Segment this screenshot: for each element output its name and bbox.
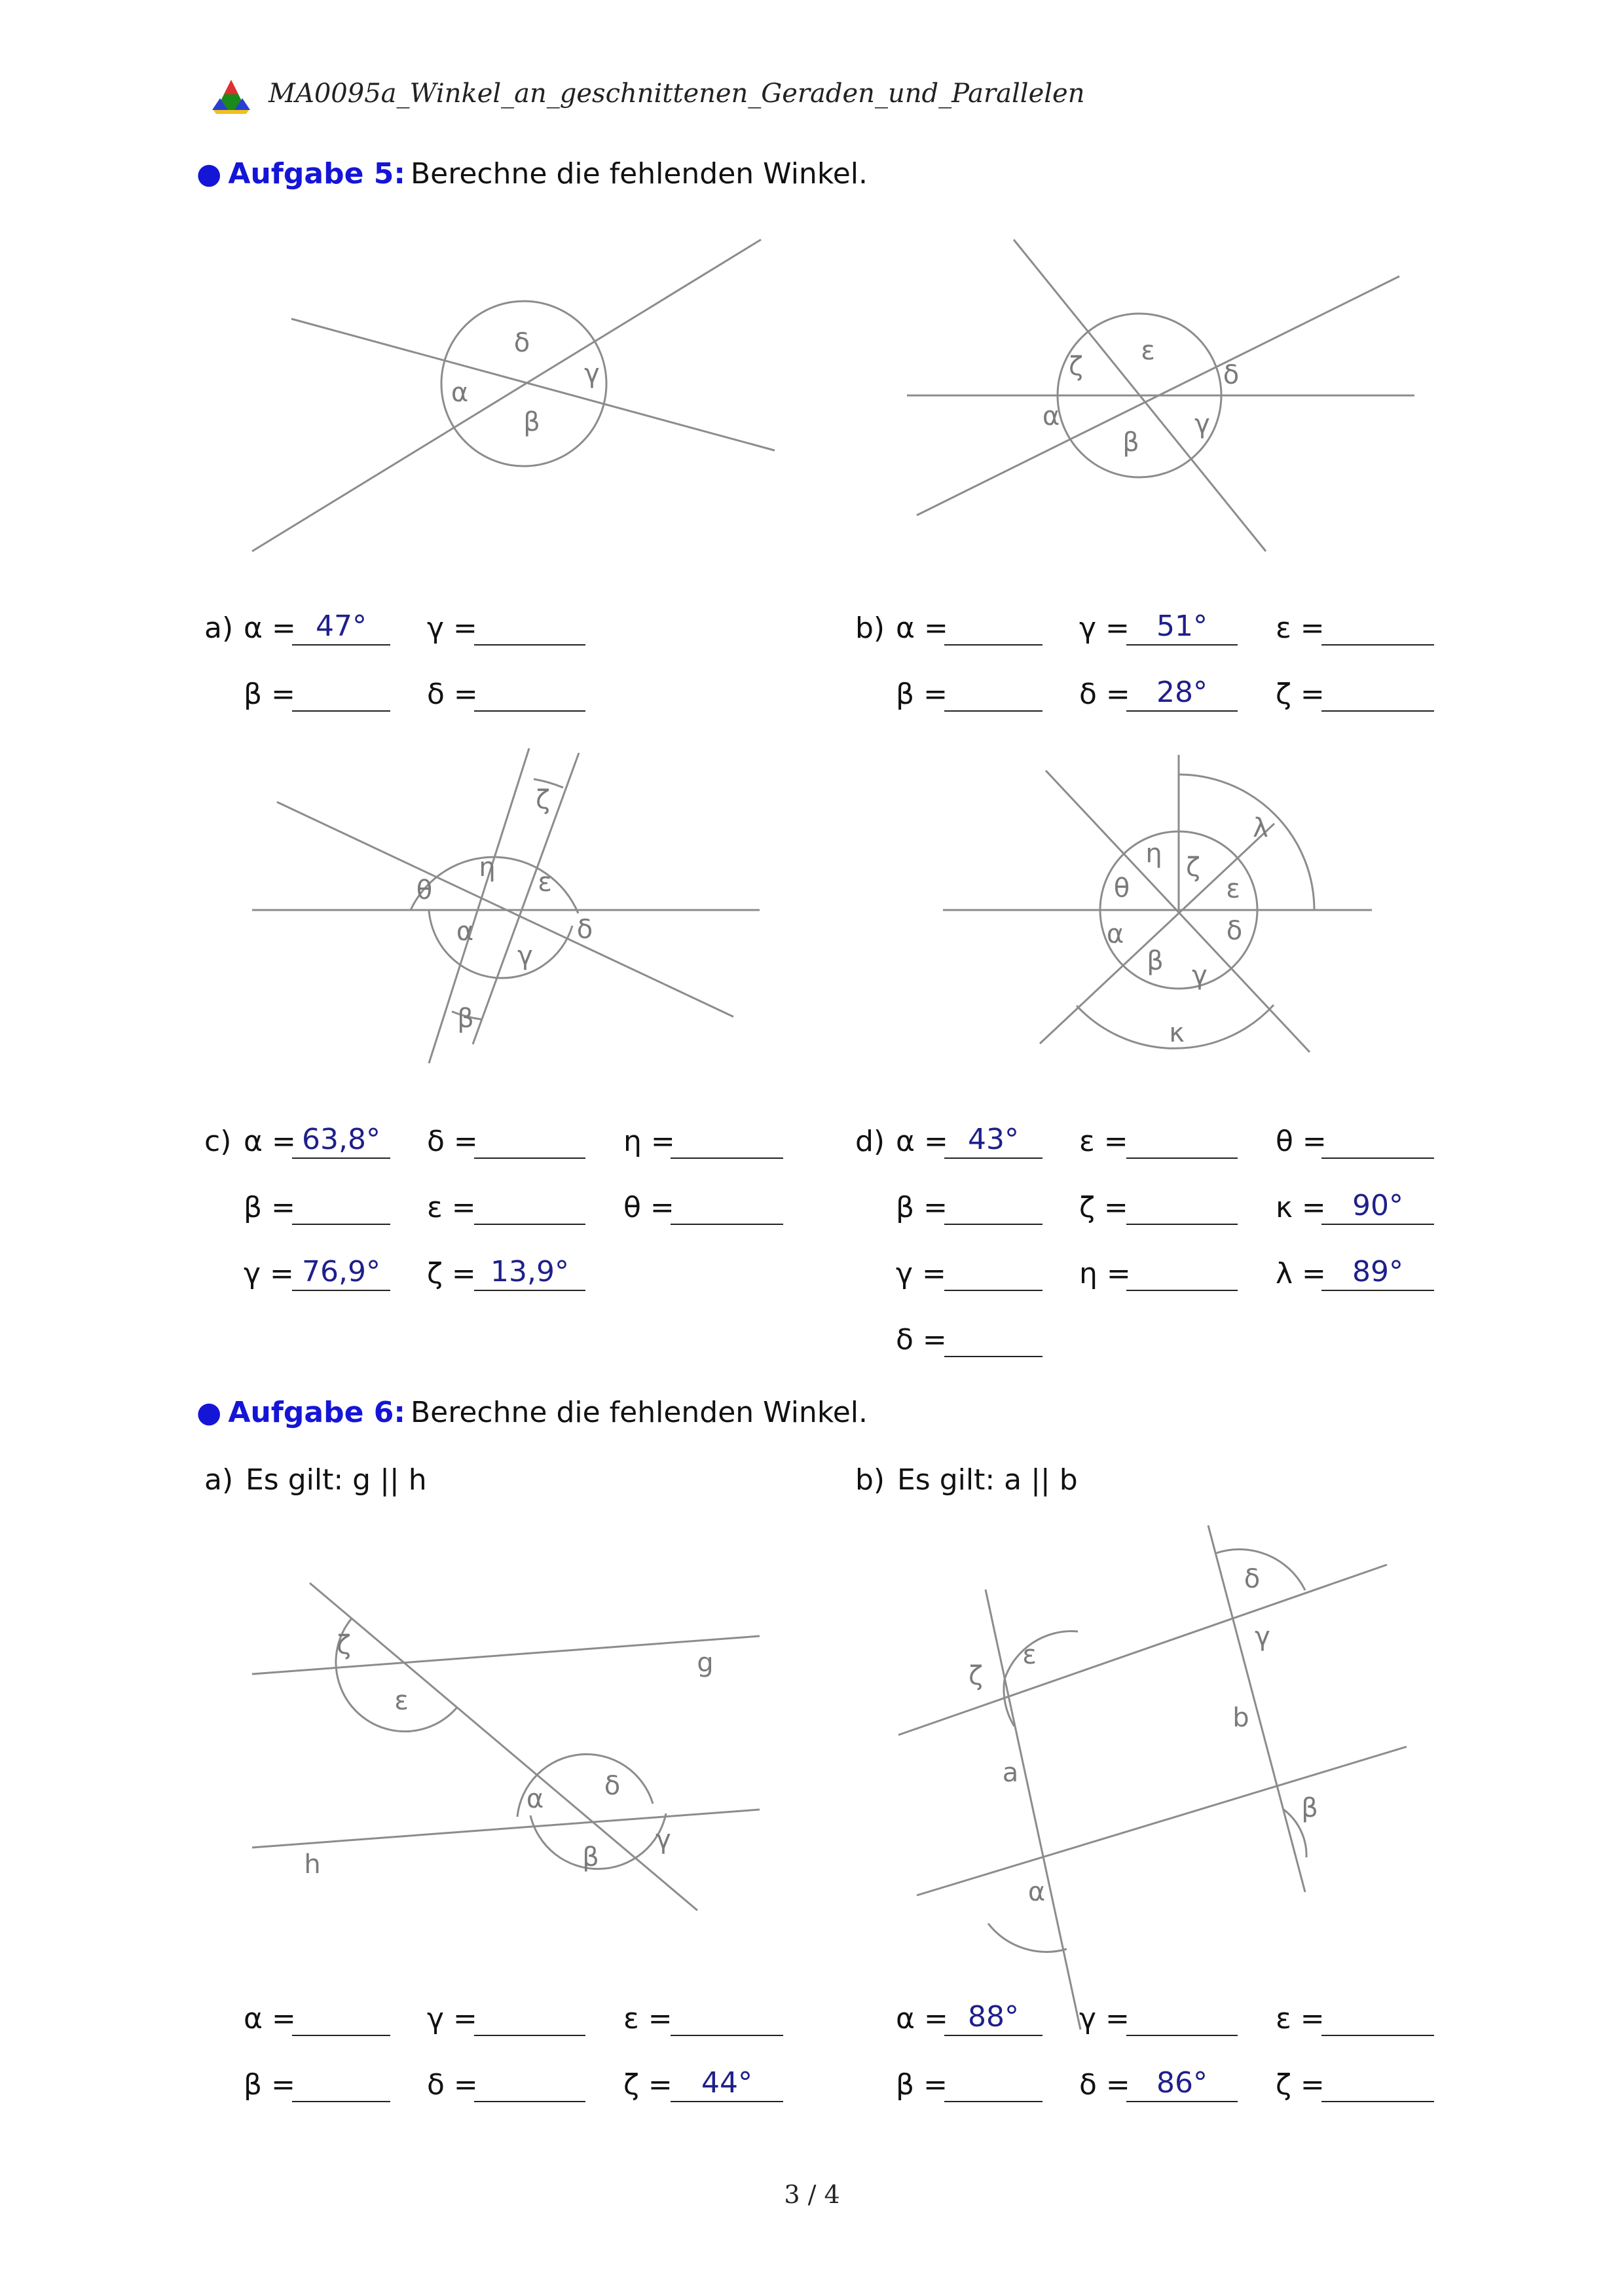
answer-6a-beta (244, 2067, 394, 2104)
fig5d-label-beta: β (1147, 946, 1164, 976)
answer-5c-gamma-label: γ = (244, 1257, 294, 1290)
header-title: MA0095a_Winkel_an_geschnittenen_Geraden_und_Parallelen (268, 79, 1085, 109)
answer-5d-eta-label: η = (1079, 1257, 1131, 1290)
fig6b-line-b (917, 1747, 1407, 1895)
answer-5b-gamma-label: γ = (1079, 611, 1130, 645)
answer-5c-alpha-field[interactable]: 63,8° (292, 1123, 390, 1159)
answer-5b-epsilon-label: ε = (1276, 611, 1325, 645)
fig5c-label-epsilon: ε (538, 867, 552, 898)
answer-6b-beta-label: β = (896, 2068, 948, 2102)
fig5a-label-beta: β (523, 407, 540, 437)
answer-6b-gamma-field[interactable] (1126, 2001, 1238, 2036)
answer-6b-beta (896, 2067, 1046, 2104)
answer-6b-zeta (1276, 2067, 1439, 2104)
fig5d-label-epsilon: ε (1226, 874, 1240, 904)
part-6a-label: a) (204, 1463, 234, 1497)
answer-5c-delta-label: δ = (427, 1125, 478, 1158)
answer-6a-epsilon-label: ε = (623, 2002, 673, 2035)
fig6a-label-beta: β (582, 1842, 599, 1872)
answer-5d-epsilon-label: ε = (1079, 1125, 1128, 1158)
answer-6a-gamma-field[interactable] (474, 2001, 585, 2036)
fig5d-label-lambda: λ (1253, 813, 1268, 843)
fig6b-label-gamma: γ (1255, 1622, 1270, 1652)
answer-6a-epsilon-field[interactable] (671, 2001, 783, 2036)
task5-text: Berechne die fehlenden Winkel. (410, 157, 868, 191)
fig6b-label-delta: δ (1244, 1564, 1261, 1594)
answer-5d-kappa-label: κ = (1276, 1191, 1326, 1224)
answer-5d-zeta-label: ζ = (1079, 1191, 1128, 1224)
fig5d-label-alpha: α (1106, 919, 1124, 949)
answer-6b-epsilon-label: ε = (1276, 2002, 1325, 2035)
fig5a-label-gamma: γ (584, 359, 600, 389)
fig5b-label-epsilon: ε (1141, 336, 1155, 366)
fig5a-label-alpha: α (451, 378, 469, 408)
fig5c-label-zeta: ζ (536, 785, 550, 815)
fig5c-label-gamma: γ (517, 941, 533, 971)
answer-5d-theta-label: θ = (1276, 1125, 1327, 1158)
answer-5d-delta-label: δ = (896, 1323, 947, 1357)
answer-6a-beta-field[interactable] (292, 2067, 390, 2102)
answer-5c-gamma-field[interactable]: 76,9° (292, 1256, 390, 1291)
fig6b-label-b: b (1232, 1703, 1249, 1733)
fig6b-arc-epsilon (1005, 1631, 1078, 1679)
task6-text: Berechne die fehlenden Winkel. (410, 1396, 868, 1429)
fig6b-label-zeta: ζ (969, 1661, 983, 1691)
answer-6b-epsilon-field[interactable] (1321, 2001, 1434, 2036)
fig5b-label-beta: β (1122, 428, 1139, 458)
bullet-icon: ● (196, 157, 222, 191)
fig6a-label-gamma: γ (655, 1825, 671, 1855)
fig6b-arc-alpha-bottom (988, 1923, 1067, 1952)
answer-5c-zeta-field[interactable]: 13,9° (474, 1256, 585, 1291)
task5-label: Aufgabe 5: (228, 157, 405, 191)
fig5d-label-delta: δ (1226, 916, 1243, 946)
fig5b-label-zeta: ζ (1069, 352, 1083, 382)
answer-5b-gamma-field[interactable]: 51° (1126, 610, 1238, 646)
answer-6a-zeta-field[interactable]: 44° (671, 2067, 783, 2102)
fig6a-label-epsilon: ε (394, 1686, 409, 1716)
fig6a-label-g: g (697, 1648, 714, 1678)
answer-6a-alpha (244, 2001, 394, 2037)
answer-6b-delta-field[interactable]: 86° (1126, 2067, 1238, 2102)
fig5d-label-theta: θ (1113, 873, 1130, 903)
fig5c-label-beta: β (457, 1004, 474, 1034)
answer-6a-gamma-label: γ = (427, 2002, 477, 2035)
answer-6b-gamma (1079, 2001, 1243, 2037)
fig5d-label-kappa: κ (1169, 1018, 1185, 1048)
answer-5b-delta-label: δ = (1079, 678, 1130, 711)
task6a-condition: Es gilt: g || h (246, 1463, 427, 1497)
fig6b-label-a: a (1002, 1758, 1019, 1788)
answer-6a-zeta (623, 2067, 787, 2104)
answer-6a-alpha-label: α = (244, 2002, 296, 2035)
answer-6b-delta (1079, 2067, 1243, 2104)
fig5b-label-alpha: α (1042, 401, 1060, 431)
answer-5d-kappa-field[interactable]: 90° (1321, 1190, 1434, 1225)
answer-5d-gamma-label: γ = (896, 1257, 946, 1290)
answer-5b-alpha-label: α = (896, 611, 948, 645)
answer-5a-gamma-label: γ = (427, 611, 477, 645)
answer-6a-delta-field[interactable] (474, 2067, 585, 2102)
fig6a-label-h: h (304, 1850, 321, 1880)
fig5d-label-eta: η (1145, 839, 1162, 869)
answer-6a-delta (427, 2067, 591, 2104)
page-number: 3 / 4 (784, 2180, 840, 2209)
answer-5c-theta-label: θ = (623, 1191, 674, 1224)
answer-6a-beta-label: β = (244, 2068, 295, 2102)
answer-6b-delta-label: δ = (1079, 2068, 1130, 2102)
answer-6a-epsilon (623, 2001, 787, 2037)
fig6a-label-alpha: α (526, 1784, 544, 1814)
answer-6a-gamma (427, 2001, 591, 2037)
answer-5b-zeta-label: ζ = (1276, 678, 1325, 711)
answer-6b-alpha-field[interactable]: 88° (944, 2001, 1043, 2036)
answer-6a-alpha-field[interactable] (292, 2001, 390, 2036)
fig6a-label-delta: δ (604, 1771, 621, 1801)
part-6b-label: b) (855, 1463, 885, 1497)
fig5d-label-gamma: γ (1192, 960, 1208, 991)
answer-5d-alpha-field[interactable]: 43° (944, 1123, 1043, 1159)
answer-6a-delta-label: δ = (427, 2068, 478, 2102)
bullet-icon: ● (196, 1396, 222, 1429)
task6-label: Aufgabe 6: (228, 1396, 405, 1429)
answer-5d-beta-label: β = (896, 1191, 948, 1224)
part-b-label: b) (855, 611, 885, 645)
fig6b-line-a (898, 1565, 1387, 1735)
fig5c-label-theta: θ (416, 875, 433, 905)
answer-6a-zeta-label: ζ = (623, 2068, 673, 2102)
part-a-label: a) (204, 611, 234, 645)
answer-6b-alpha-label: α = (896, 2002, 948, 2035)
answer-6b-zeta-field[interactable] (1321, 2067, 1434, 2102)
task6b-condition: Es gilt: a || b (897, 1463, 1078, 1497)
answer-5a-delta-label: δ = (427, 678, 478, 711)
part-c-label: c) (204, 1125, 232, 1158)
answer-5c-eta-label: η = (623, 1125, 675, 1158)
part-d-label: d) (855, 1125, 885, 1158)
fig5c-label-eta: η (479, 852, 496, 883)
fig5c-label-alpha: α (456, 917, 474, 947)
answer-5c-zeta-label: ζ = (427, 1257, 476, 1290)
answer-5d-lambda-label: λ = (1276, 1257, 1326, 1290)
fig5c-label-delta: δ (576, 915, 593, 945)
fig6a-label-zeta: ζ (337, 1630, 351, 1660)
fig5b-label-delta: δ (1223, 360, 1240, 390)
answer-5a-beta-label: β = (244, 678, 295, 711)
answer-5c-epsilon-label: ε = (427, 1191, 476, 1224)
answer-6b-alpha (896, 2001, 1046, 2037)
answer-5b-delta-field[interactable]: 28° (1126, 676, 1238, 712)
answer-5d-alpha-label: α = (896, 1125, 948, 1158)
answer-6b-beta-field[interactable] (944, 2067, 1043, 2102)
fig6b-label-epsilon: ε (1022, 1640, 1037, 1670)
answer-5d-lambda-field[interactable]: 89° (1321, 1256, 1434, 1291)
answer-5c-beta-label: β = (244, 1191, 295, 1224)
answer-6b-epsilon (1276, 2001, 1439, 2037)
fig6b-label-alpha: α (1027, 1877, 1046, 1907)
fig5a-label-delta: δ (513, 328, 530, 358)
fig5b-label-gamma: γ (1194, 409, 1210, 439)
answer-6b-gamma-label: γ = (1079, 2002, 1130, 2035)
answer-5a-alpha-label: α = (244, 611, 296, 645)
answer-6b-zeta-label: ζ = (1276, 2068, 1325, 2102)
fig5d-label-zeta: ζ (1186, 852, 1200, 883)
answer-5a-alpha-field[interactable]: 47° (292, 610, 390, 646)
answer-5c-alpha-label: α = (244, 1125, 296, 1158)
answer-5b-beta-label: β = (896, 678, 948, 711)
fig6b-label-beta: β (1301, 1793, 1318, 1823)
